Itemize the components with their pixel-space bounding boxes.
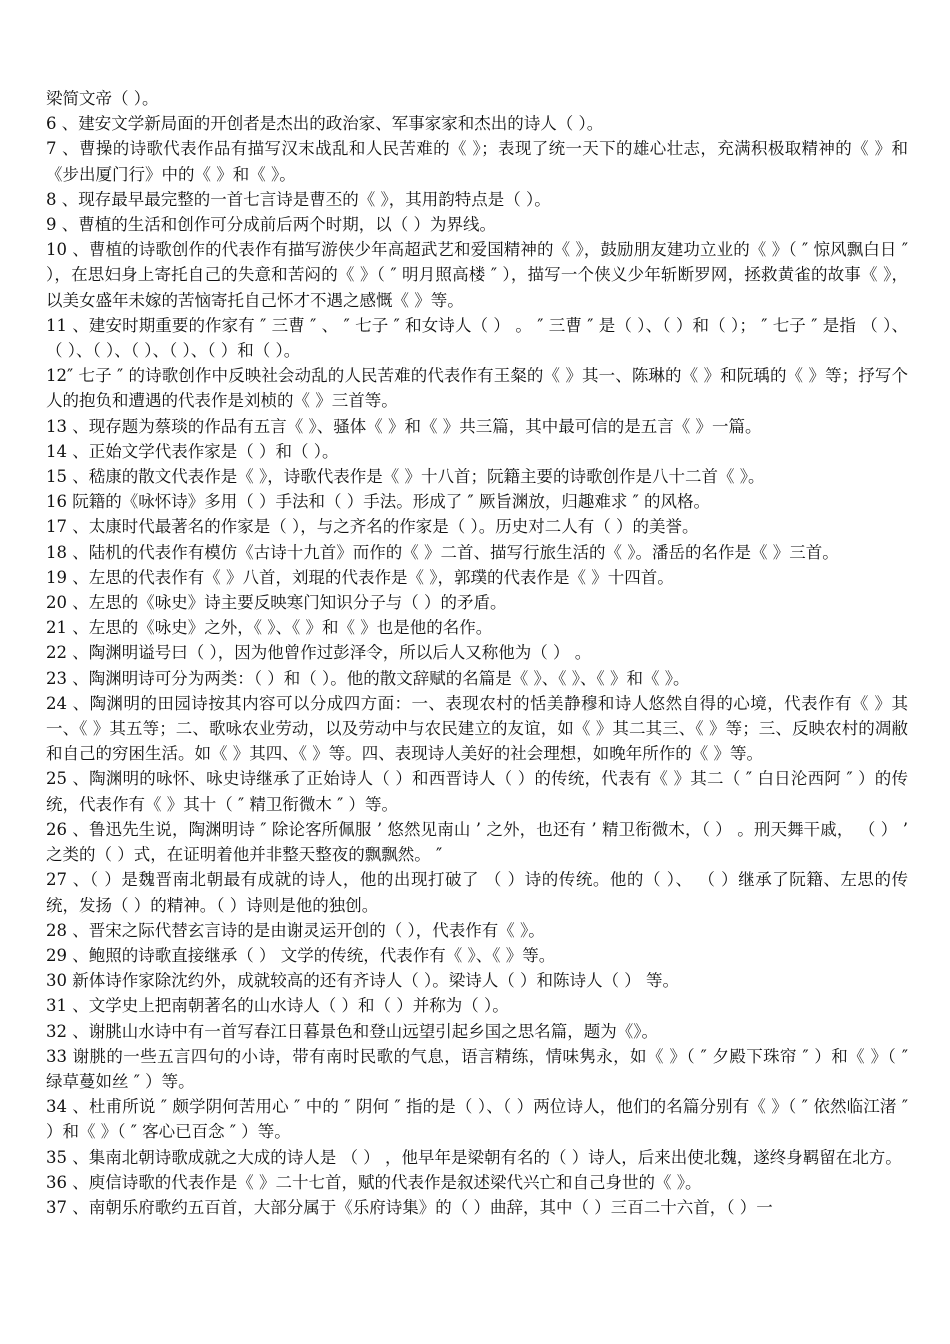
question-34: 34 、杜甫所说 ″ 颇学阴何苦用心 ″ 中的 ″ 阴何 ″ 指的是（ ）、（ ）两位诗人，他们的名篇分别有《 》（ ″ 依然临江渚 ″ ）和《 》（ ″ 客心已百念 ″ ）等。 bbox=[46, 1097, 908, 1142]
question-28: 28 、晋宋之际代替玄言诗的是由谢灵运开创的（ ），代表作有《 》。 bbox=[46, 920, 545, 940]
question-8: 8 、现存最早最完整的一首七言诗是曹丕的《 》，其用韵特点是（ ）。 bbox=[46, 189, 551, 209]
question-11: 11 、建安时期重要的作家有 ″ 三曹 ″ 、 ″ 七子 ″ 和女诗人（ ） 。 ″ 三曹 ″ 是（ ）、（ ）和（ ）； ″ 七子 ″ 是指 （ ）、（ ）、（ ）、（ ）、（ ）、（ ）和（ ）。 bbox=[46, 315, 908, 361]
question-29: 29 、鲍照的诗歌直接继承（ ） 文学的传统，代表作有《 》、《 》等。 bbox=[46, 945, 556, 965]
question-17: 17 、太康时代最著名的作家是（ ），与之齐名的作家是（ ）。历史对二人有（ ）的美誉。 bbox=[46, 517, 699, 537]
question-14: 14 、正始文学代表作家是（ ）和（ ）。 bbox=[46, 441, 339, 461]
question-7: 7 、曹操的诗歌代表作品有描写汉末战乱和人民苦难的《 》；表现了统一天下的雄心壮志，充满积极取精神的《 》和《步出厦门行》中的《 》和《 》。 bbox=[46, 139, 908, 184]
question-16: 16 阮籍的《咏怀诗》多用（ ）手法和（ ）手法。形成了 ″ 厥旨渊放，归趣难求 ″ 的风格。 bbox=[46, 492, 711, 512]
question-10: 10 、曹植的诗歌创作的代表作有描写游侠少年高超武艺和爱国精神的《 》，鼓励朋友建功立业的《 》（ ″ 惊风飘白日 ″ ），在思妇身上寄托自己的失意和苦闷的《 》（ ″ 明月照高楼 ″ ），描写一个侠义少年斩断罗网，拯救黄雀的故事《 》，以美女盛年未嫁的苦恼寄托自己怀才不遇之感慨《 》等。 bbox=[46, 240, 908, 310]
question-33: 33 谢朓的一些五言四句的小诗，带有南时民歌的气息，语言精练，情味隽永，如《 》（ ″ 夕殿下珠帘 ″ ）和《 》（ ″ 绿草蔓如丝 ″ ）等。 bbox=[46, 1046, 908, 1091]
question-9: 9 、曹植的生活和创作可分成前后两个时期，以（ ）为界线。 bbox=[46, 215, 496, 235]
question-20: 20 、左思的《咏史》诗主要反映寒门知识分子与（ ）的矛盾。 bbox=[46, 593, 507, 613]
question-37: 37 、南朝乐府歌约五百首，大部分属于《乐府诗集》的（ ）曲辞，其中（ ）三百二十六首，（ ）一 bbox=[46, 1197, 773, 1217]
question-24: 24 、陶渊明的田园诗按其内容可以分成四方面：一、表现农村的恬美静穆和诗人悠然自得的心境，代表作有《 》其一、《 》其五等；二、歌咏农业劳动，以及劳动中与农民建立的友谊，如《 》其二其三、《 》等；三、反映农村的凋敝和自己的穷困生活。如《 》其四、《 》等。四、表现诗人美好的社会理想，如晚年所作的《 》等。 bbox=[46, 693, 908, 764]
question-36: 36 、庾信诗歌的代表作是《 》二十七首，赋的代表作是叙述梁代兴亡和自己身世的《 》。 bbox=[46, 1172, 702, 1192]
question-21: 21 、左思的《咏史》之外，《 》、《 》和《 》也是他的名作。 bbox=[46, 618, 493, 638]
question-23: 23 、陶渊明诗可分为两类：（ ）和（ ）。他的散文辞赋的名篇是《 》、《 》、《 》和《 》。 bbox=[46, 668, 690, 688]
question-6: 6 、建安文学新局面的开创者是杰出的政治家、军事家家和杰出的诗人（ ）。 bbox=[46, 114, 604, 134]
question-35: 35 、集南北朝诗歌成就之大成的诗人是 （ ） ，他早年是梁朝有名的（ ）诗人，后来出使北魏，遂终身羁留在北方。 bbox=[46, 1147, 902, 1167]
question-25: 25 、陶渊明的咏怀、咏史诗继承了正始诗人（ ）和西晋诗人（ ）的传统，代表有《 》其二（ ″ 白日沦西阿 ″ ）的传统，代表作有《 》其十（ ″ 精卫衔微木 ″ ）等。 bbox=[46, 769, 909, 814]
question-19: 19 、左思的代表作有《 》八首，刘琨的代表作是《 》，郭璞的代表作是《 》十四首。 bbox=[46, 567, 674, 587]
document-body bbox=[46, 86, 908, 1220]
question-30: 30 新体诗作家除沈约外，成就较高的还有齐诗人（ ）。梁诗人（ ）和陈诗人（ ） 等。 bbox=[46, 971, 679, 991]
question-18: 18 、陆机的代表作有模仿《古诗十九首》而作的《 》二首、描写行旅生活的《 》。潘岳的名作是《 》三首。 bbox=[46, 542, 839, 562]
question-line: 梁简文帝（ ）。 bbox=[46, 89, 159, 108]
question-15: 15 、嵇康的散文代表作是《 》，诗歌代表作是《 》十八首；阮籍主要的诗歌创作是八十二首《 》。 bbox=[46, 467, 765, 487]
question-12: 12″ 七子 ″ 的诗歌创作中反映社会动乱的人民苦难的代表作有王粲的《 》其一、陈琳的《 》和阮瑀的《 》等；抒写个人的抱负和遭遇的代表作是刘桢的《 》三首等。 bbox=[46, 366, 908, 411]
question-26: 26 、鲁迅先生说，陶渊明诗 ″ 除论客所佩服 ’ 悠然见南山 ’ 之外，也还有 ’ 精卫衔微木，（ ） 。刑天舞干戚， （ ） ’ 之类的（ ）式，在证明着他并非整天整夜的飘飘然。 ″ bbox=[46, 819, 908, 865]
question-32: 32 、谢朓山水诗中有一首写春江日暮景色和登山远望引起乡国之思名篇，题为《》。 bbox=[46, 1021, 658, 1041]
question-13: 13 、现存题为蔡琰的作品有五言《 》、骚体《 》和《 》共三篇，其中最可信的是五言《 》一篇。 bbox=[46, 416, 762, 436]
question-31: 31 、文学史上把南朝著名的山水诗人（ ）和（ ）并称为（ ）。 bbox=[46, 996, 509, 1016]
question-22: 22 、陶渊明谥号曰（ ），因为他曾作过彭泽令，所以后人又称他为（ ） 。 bbox=[46, 643, 592, 663]
question-27: 27 、（ ）是魏晋南北朝最有成就的诗人，他的出现打破了 （ ）诗的传统。他的（ ）、 （ ）继承了阮籍、左思的传统，发扬（ ）的精神。（ ）诗则是他的独创。 bbox=[46, 870, 908, 915]
